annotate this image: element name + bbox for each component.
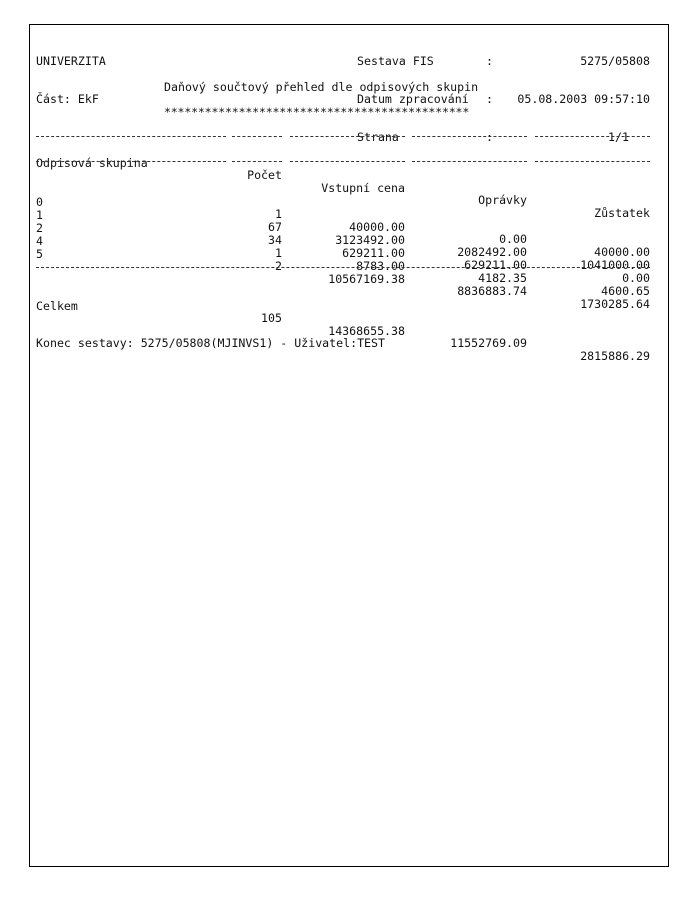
cell-balance: 4600.65 [601,283,650,298]
cell-adjustments: 0.00 [499,232,527,247]
cell-count: 1 [275,246,282,261]
cell-count: 67 [268,220,282,235]
rule-top-group [36,136,226,137]
cell-group: 1 [36,207,43,222]
col-header-group: Odpisová skupina [36,155,148,170]
header-label-date: Datum zpracování [357,91,469,106]
rule-mid-adj [412,161,527,162]
cell-group: 0 [36,194,43,209]
cell-balance: 0.00 [622,270,650,285]
cell-adjustments: 4182.35 [478,271,527,286]
org-name: UNIVERZITA [36,54,106,69]
rule-total [36,267,650,268]
cell-balance: 1730285.64 [580,296,650,311]
cell-group: 2 [36,220,43,235]
header-left [36,30,106,131]
total-label: Celkem [36,298,78,313]
rule-top-entry [290,136,405,137]
cell-entry-price: 10567169.38 [328,271,405,286]
total-balance: 2815886.29 [580,348,650,363]
cell-adjustments: 8836883.74 [457,284,527,299]
header-sep-date: : [486,91,493,106]
col-header-adjustments: Oprávky [478,193,527,208]
rule-top-bal [535,136,650,137]
cell-entry-price: 8783.00 [356,258,405,273]
total-count: 105 [261,311,282,326]
rule-mid-count [232,161,282,162]
cell-adjustments: 2082492.00 [457,245,527,260]
rule-top-adj [412,136,527,137]
header-label-page: Strana [357,129,399,144]
col-header-balance: Zůstatek [594,205,650,220]
cell-count: 34 [268,233,282,248]
report-sheet [29,24,669,867]
rule-mid-group [36,161,226,162]
rule-top-count [232,136,282,137]
cell-entry-price: 3123492.00 [335,232,405,247]
report-footer: Konec sestavy: 5275/05808(MJINVS1) - Uživatel:TEST [36,336,386,350]
total-entry-price: 14368655.38 [328,323,405,338]
cell-adjustments: 629211.00 [464,258,527,273]
cell-balance: 40000.00 [594,244,650,259]
total-adjustments: 11552769.09 [450,336,527,351]
cell-count: 1 [275,207,282,222]
header-label-report: Sestava FIS [357,54,434,69]
header-value-report: 5275/05808 [580,54,650,69]
cell-entry-price: 629211.00 [342,245,405,260]
col-header-count: Počet [247,168,282,183]
column-header-row [30,144,668,220]
cell-entry-price: 40000.00 [349,219,405,234]
rule-mid-entry [290,161,405,162]
cell-balance: 1041000.00 [580,257,650,272]
cell-group: 5 [36,246,43,261]
org-part: Část: EkF [36,91,99,106]
cell-count: 2 [275,259,282,274]
cell-group: 4 [36,233,43,248]
header-sep-page: : [486,129,493,144]
title-stars: ********************************************* [164,105,470,119]
col-header-entry-price: Vstupní cena [321,180,405,195]
header-value-date: 05.08.2003 09:57:10 [517,91,650,106]
header-value-page: 1/1 [608,129,629,144]
header-sep-report: : [486,54,493,69]
report-title: Daňový součtový přehled dle odpisových skupin [164,80,479,94]
rule-mid-bal [535,161,650,162]
